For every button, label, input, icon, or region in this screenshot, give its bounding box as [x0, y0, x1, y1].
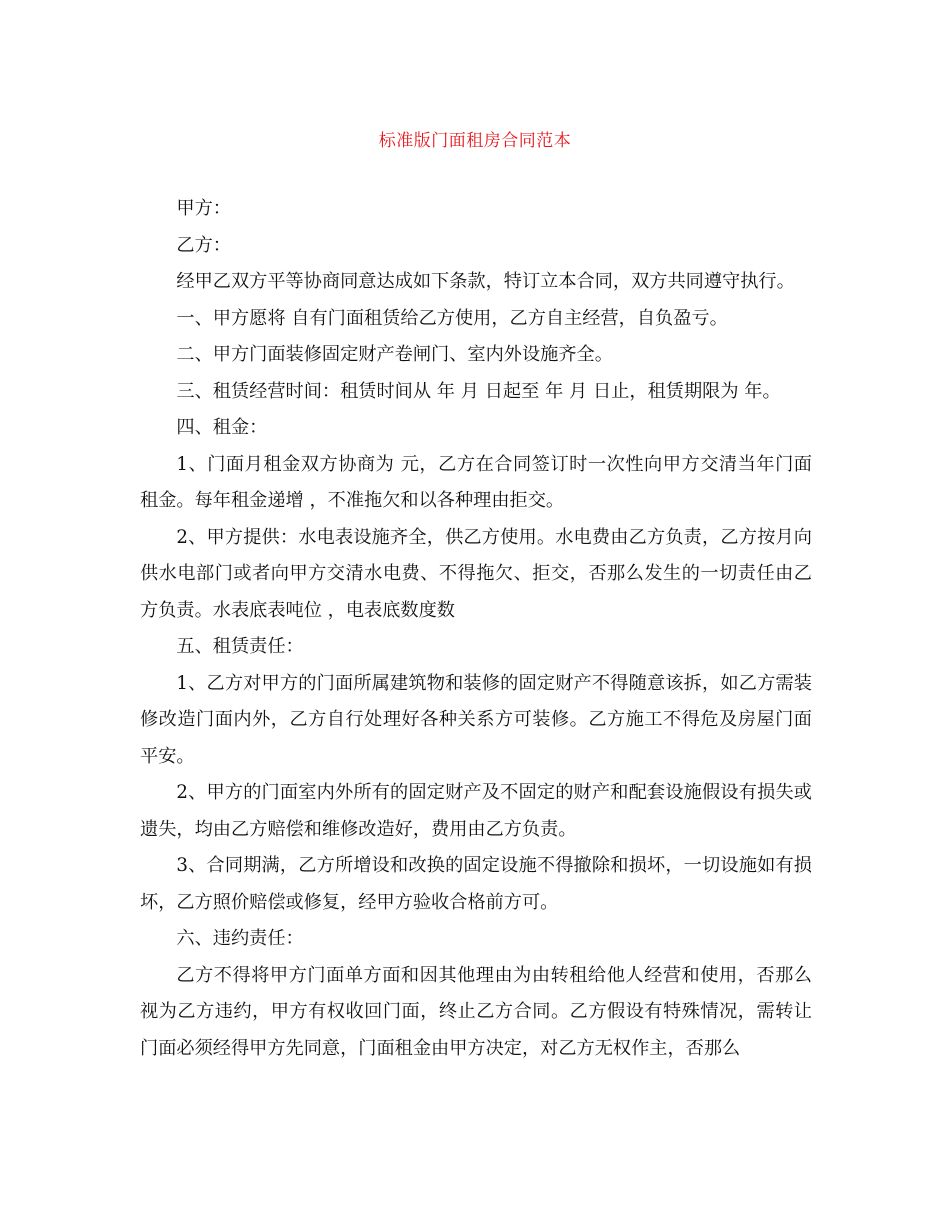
rent-item-1: 1、门面月租金双方协商为 元，乙方在合同签订时一次性向甲方交清当年门面租金。每年租金递增 ，不准拖欠和以各种理由拒交。 [140, 453, 812, 511]
clause-3: 三、租赁经营时间：租赁时间从 年 月 日起至 年 月 日止，租赁期限为 年。 [176, 380, 781, 402]
liability-item-3: 3、合同期满，乙方所增设和改换的固定设施不得撤除和损坏，一切设施如有损坏，乙方照价赔偿或修复，经甲方验收合格前方可。 [140, 855, 812, 913]
liability-item-1: 1、乙方对甲方的门面所属建筑物和装修的固定财产不得随意该拆，如乙方需装修改造门面内外，乙方自行处理好各种关系方可装修。乙方施工不得危及房屋门面平安。 [140, 672, 812, 767]
document-body [140, 191, 812, 1067]
section-heading-rent: 四、租金： [176, 417, 268, 438]
liability-item-2: 2、甲方的门面室内外所有的固定财产及不固定的财产和配套设施假设有损失或遗失，均由乙方赔偿和维修改造好，费用由乙方负责。 [140, 782, 812, 840]
party-a-line: 甲方： [176, 198, 231, 219]
document-title: 标准版门面租房合同范本 [378, 131, 572, 151]
breach-paragraph: 乙方不得将甲方门面单方面和因其他理由为由转租给他人经营和使用，否那么视为乙方违约，甲方有权收回门面，终止乙方合同。乙方假设有特殊情况，需转让门面必须经得甲方先同意，门面租金由甲方决定，对乙方无权作主，否那么 [140, 964, 812, 1059]
clause-1: 一、甲方愿将 自有门面租赁给乙方使用，乙方自主经营，自负盈亏。 [176, 307, 728, 329]
section-heading-breach: 六、违约责任： [176, 928, 304, 949]
party-b-line: 乙方： [176, 234, 231, 256]
section-heading-liability: 五、租赁责任： [176, 636, 304, 657]
preamble-paragraph: 经甲乙双方平等协商同意达成如下条款，特订立本合同，双方共同遵守执行。 [176, 271, 795, 292]
rent-item-2: 2、甲方提供：水电表设施齐全，供乙方使用。水电费由乙方负责，乙方按月向供水电部门或者向甲方交清水电费、不得拖欠、拒交，否那么发生的一切责任由乙方负责。水表底表吨位 ，电表底数度数 [140, 526, 812, 621]
clause-2: 二、甲方门面装修固定财产卷闸门、室内外设施齐全。 [176, 344, 613, 365]
